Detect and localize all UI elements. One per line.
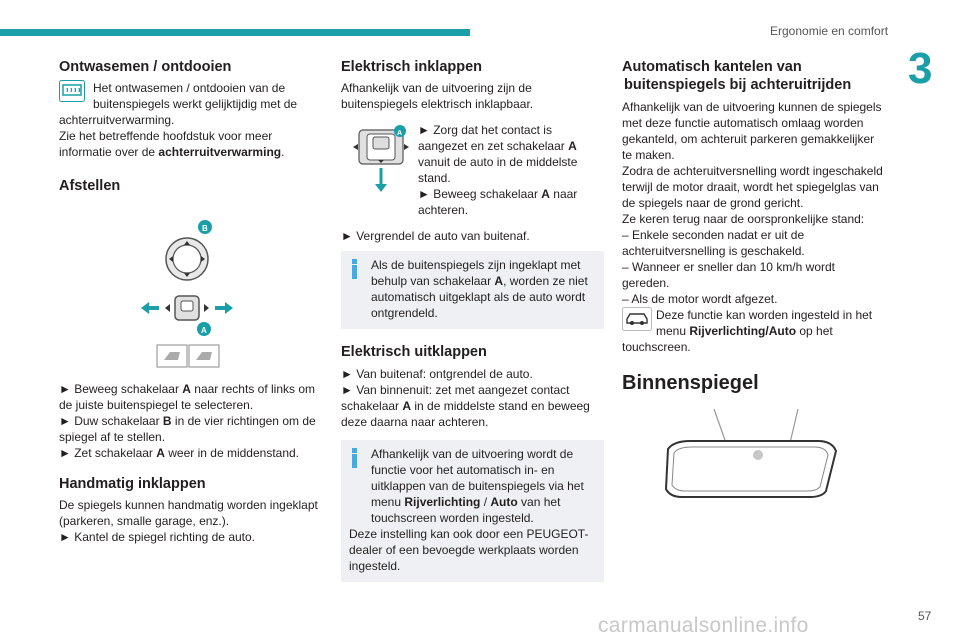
demist-line-5: informatie over de achterruitverwarming. [59,145,285,159]
tilt-text-6: – Als de motor wordt afgezet. [622,292,778,306]
label-b: B [202,224,208,233]
manual-fold-step: ► Kantel de spiegel richting de auto. [59,530,256,544]
adjust-steps [59,381,324,461]
fold-step-3: ► Vergrendel de auto van buitenaf. [341,229,530,243]
tilt-text-5: – Wanneer er sneller dan 10 km/h wordt gereden. [622,260,835,290]
demist-line-2: buitenspiegels werkt gelijktijdig met de [93,97,298,111]
tilt-settings-paragraph [622,307,884,355]
car-icon [622,307,652,331]
info-box-auto [341,440,604,582]
info-box-fold [341,251,604,329]
tilt-text-2: Zodra de achteruitversnelling wordt ingeschakeld terwijl de motor draait, wordt het spiegelglas van de spiegels naar de grond gericht. [622,164,883,210]
info-fold-text: Als de buitenspiegels zijn ingeklapt met behulp van schakelaar A, worden ze niet automatisch uitgeklapt als de auto wordt ontgrendeld. [371,258,588,320]
info-dealer-text: Deze instelling kan ook door een PEUGEOT-dealer of een bevoegde werkplaats worden ingesteld. [349,527,589,573]
fold-label-a: A [397,130,403,137]
tilt-text-1: Afhankelijk van de uitvoering kunnen de spiegels met deze functie automatisch omlaag worden gekanteld, om achteruit parkeren gemakkelijker te maken. [622,100,882,162]
demist-line-4: Zie het betreffende hoofdstuk voor meer [59,129,273,143]
tilt-text-3: Ze keren terug naar de oorspronkelijke stand: [622,212,865,226]
manual-fold-title: Handmatig inklappen [59,476,206,492]
electric-fold-steps [418,122,598,218]
electric-fold-block [341,122,604,220]
electric-unfold-title: Elektrisch uitklappen [341,344,487,360]
fold-step-2: ► Beweeg schakelaar A naar achteren. [418,187,578,217]
demist-line-3: achterruitverwarming. [59,113,175,127]
adjust-step-1: ► Beweeg schakelaar A naar rechts of links om de juiste buitenspiegel te selecteren. [59,382,316,412]
electric-fold-title: Elektrisch inklappen [341,59,483,75]
fold-step-1: ► Zorg dat het contact is aangezet en zet schakelaar A vanuit de auto in de middelste stand. [418,123,578,185]
rear-defrost-icon [59,80,85,102]
adjust-step-3: ► Zet schakelaar A weer in de middenstand. [59,446,300,460]
info-icon [352,259,358,279]
column-left [59,58,324,545]
watermark: carmanualsonline.info [598,614,809,637]
demist-title: Ontwasemen / ontdooien [59,59,232,75]
label-a: A [201,326,207,335]
electric-fold-intro: Afhankelijk van de uitvoering zijn de buitenspiegels elektrisch inklapbaar. [341,81,534,111]
tilt-title-line-1: Automatisch kantelen van [622,59,802,75]
column-middle [341,58,604,582]
section-label: Ergonomie en comfort [770,24,889,38]
tilt-text-4: – Enkele seconden nadat er uit de achteruitversnelling is geschakeld. [622,228,805,258]
info-auto-text: Afhankelijk van de uitvoering wordt de functie voor het automatisch in- en uitklappen van de buitenspiegels via het menu Rijverlichting / Auto van het touchscreen worden ingesteld. [371,447,584,525]
tilt-title-line-2: buitenspiegels bij achteruitrijden [624,77,852,93]
demist-paragraph [59,80,324,160]
fold-switch-illustration [353,124,413,198]
info-icon [352,448,358,468]
adjust-step-2: ► Duw schakelaar B in de vier richtingen om de spiegel af te stellen. [59,414,316,444]
adjust-title: Afstellen [59,178,121,194]
tilt-settings-text: Deze functie kan worden ingesteld in het menu Rijverlichting/Auto op het touchscreen. [622,308,873,354]
column-right [622,58,884,507]
interior-mirror-title: Binnenspiegel [622,372,759,394]
manual-fold-text: De spiegels kunnen handmatig worden ingeklapt (parkeren, smalle garage, enz.). [59,498,318,528]
mirror-switch-illustration [59,195,324,369]
unfold-step-2: ► Van binnenuit: zet met aangezet contact schakelaar A in de middelste stand en beweeg deze daarna naar achteren. [341,383,590,429]
header-accent-bar [0,29,470,36]
page-number: 57 [918,609,932,623]
chapter-number: 3 [908,44,933,93]
interior-mirror-illustration [650,407,840,507]
demist-line-1: Het ontwasemen / ontdooien van de [93,81,286,95]
unfold-step-1: ► Van buitenaf: ontgrendel de auto. [341,367,533,381]
